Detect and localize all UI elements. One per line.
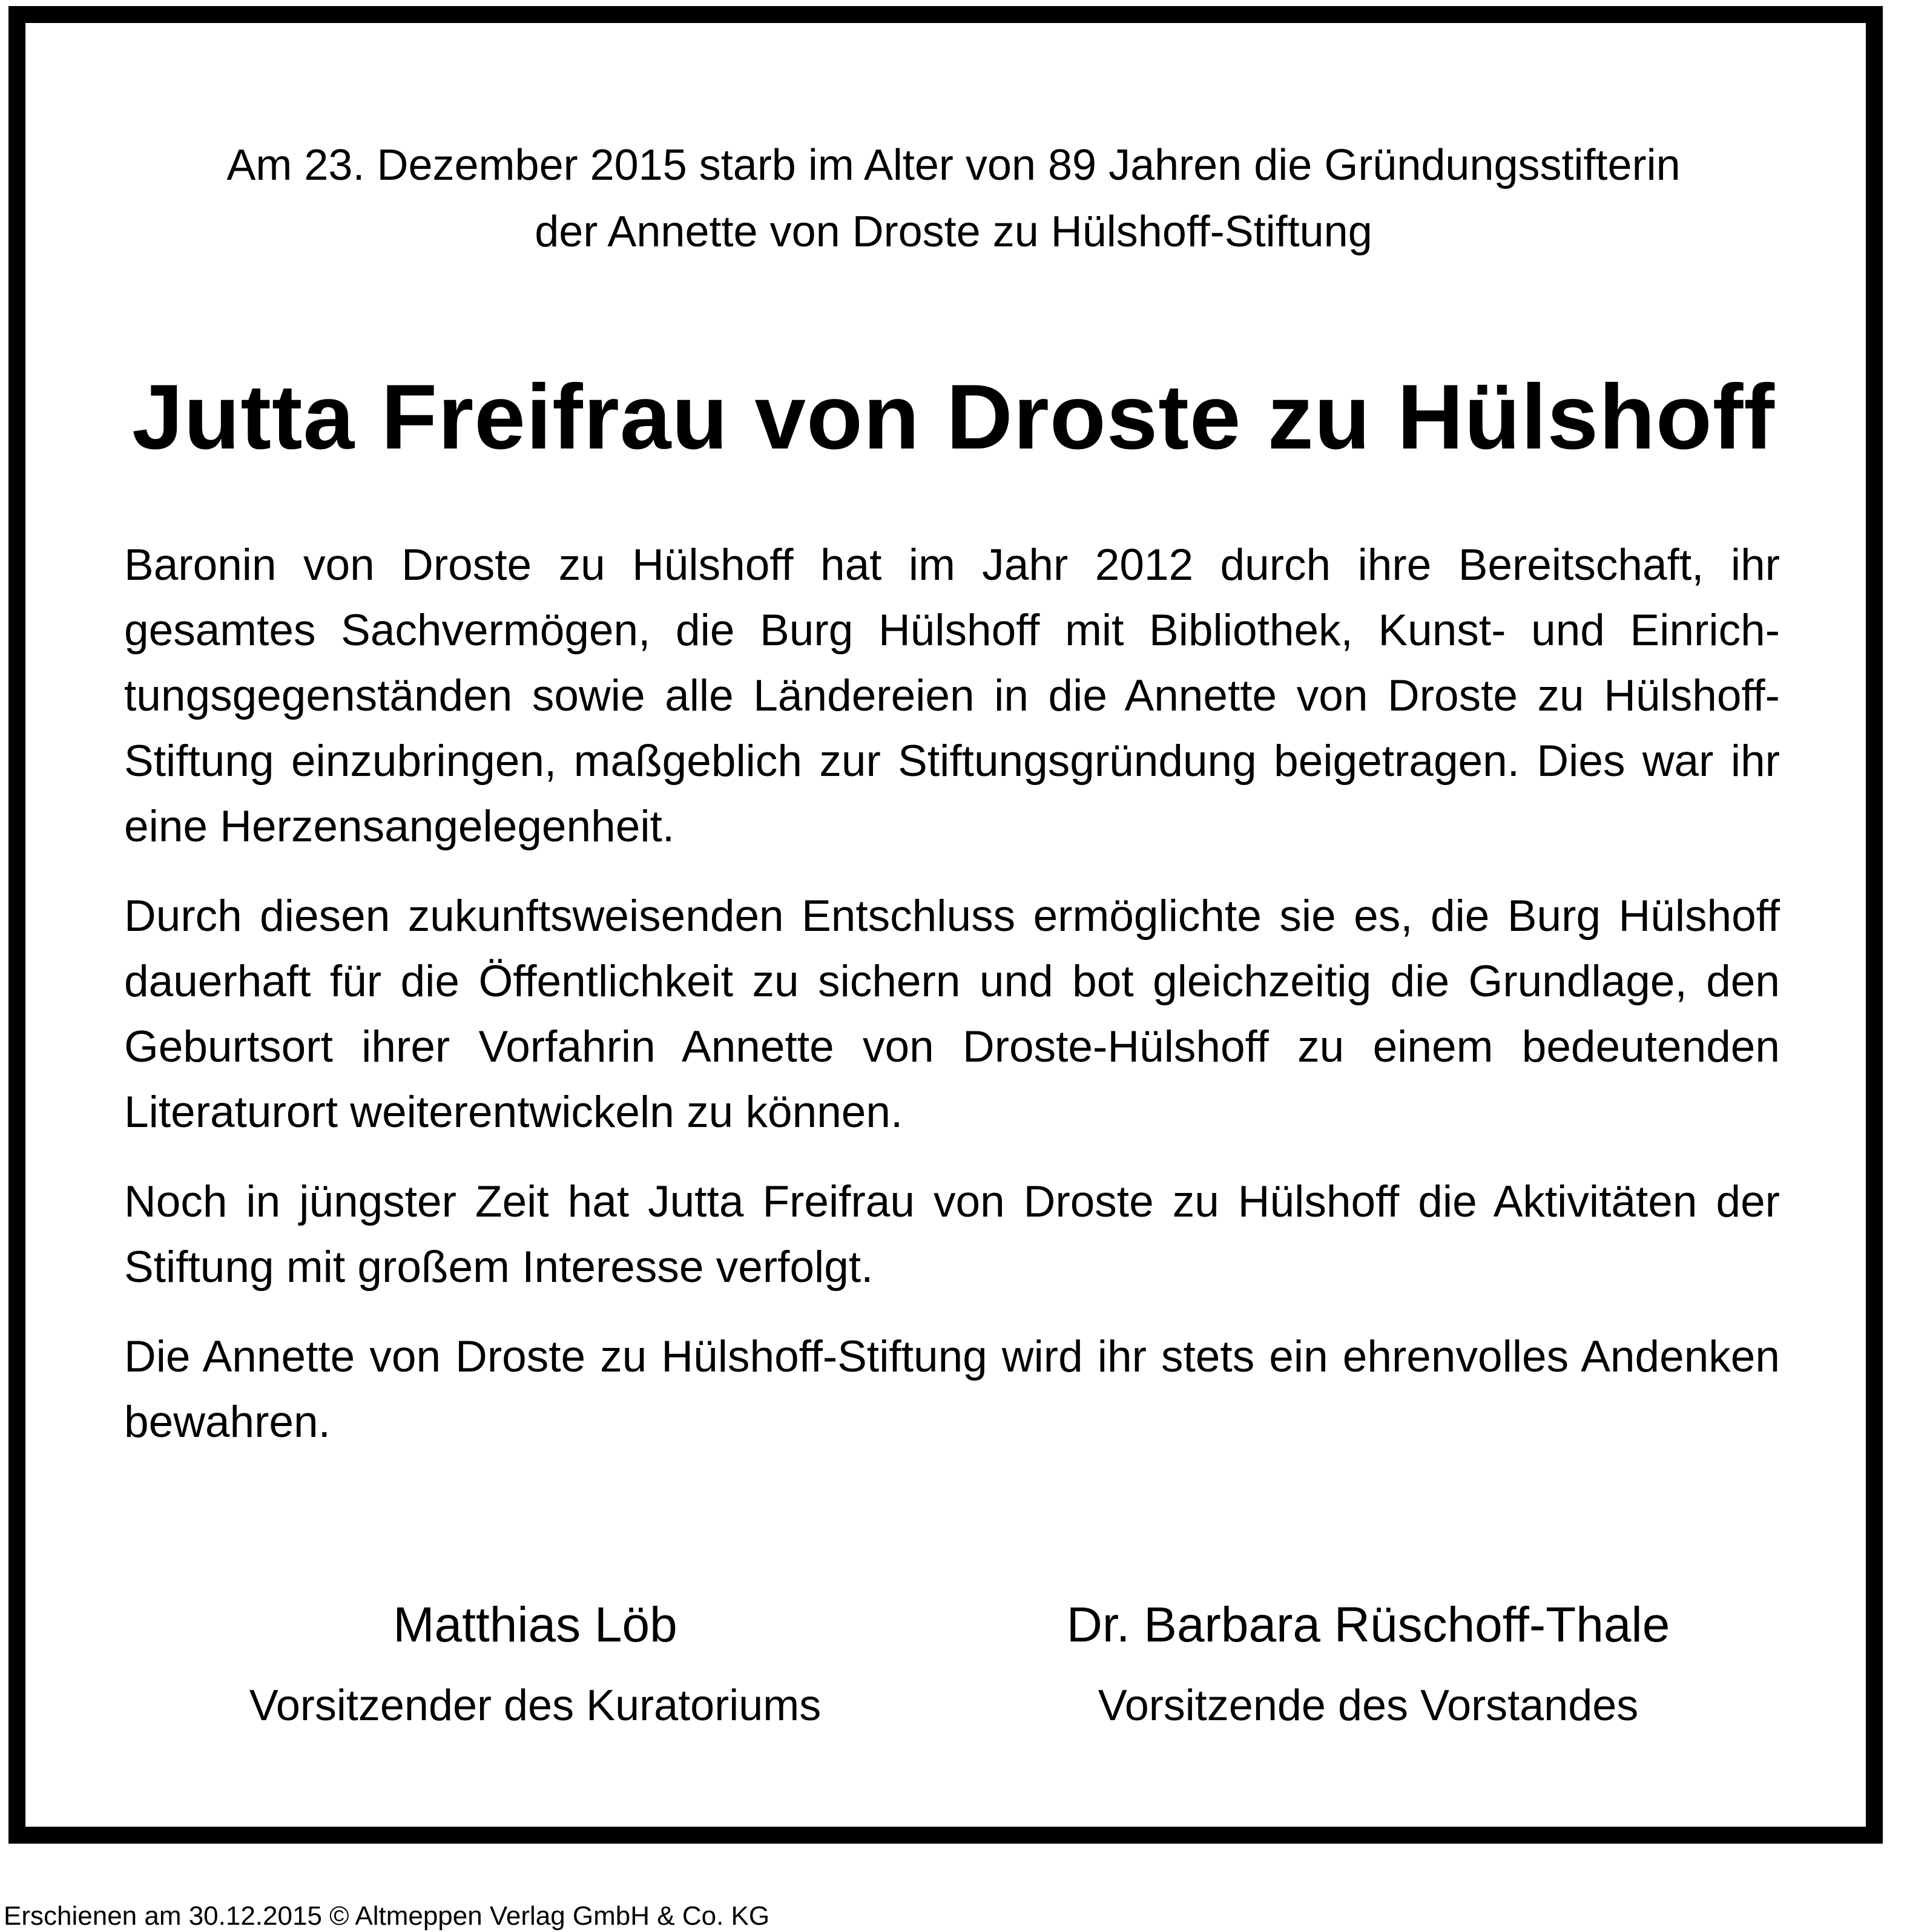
intro-line-1: Am 23. Dezember 2015 starb im Alter von 89 Jahren die Gründungsstifterin [226,141,1681,189]
signatory-name: Dr. Barbara Rüschoff-Thale [1066,1597,1670,1652]
signatory-role: Vorsitzender des Kuratoriums [249,1681,822,1730]
body-paragraph: Noch in jüngster Zeit hat Jutta Freifrau von Droste zu Hülshoff die Aktivitäten der Stiftung mit großem Interesse verfolgt. [124,1177,1780,1292]
signature-left [202,1589,868,1739]
body-paragraph: Die Annette von Droste zu Hülshoff-Stiftung wird ihr stets ein ehrenvolles Andenken bewahren. [124,1332,1780,1447]
publication-footer: Erschienen am 30.12.2015 © Altmeppen Verlag GmbH & Co. KG [4,1901,770,1931]
intro-line-2: der Annette von Droste zu Hülshoff-Stiftung [535,208,1372,256]
signature-right [1035,1589,1701,1739]
body-paragraph: Baronin von Droste zu Hülshoff hat im Jahr 2012 durch ihre Bereitschaft, ihr gesamtes Sachvermögen, die Burg Hülshoff mit Bibliothek, Kunst- und Einrichtungsgegenständen sowie alle Ländereien in die Annette von Droste zu Hülshoff-Stiftung einzubringen, maßgeblich zur Stiftungsgründung beigetragen. Dies war ihr eine Herzensangelegenheit. [124,540,1780,851]
body-paragraph: Durch diesen zukunftsweisenden Entschluss ermöglichte sie es, die Burg Hülshoff dauerhaft für die Öffentlichkeit zu sichern und bot gleichzeitig die Grundlage, den Geburtsort ihrer Vorfahrin Annette von Droste-Hülshoff zu einem bedeutenden Literaturort weiterentwickeln zu können. [124,892,1780,1137]
signatory-name: Matthias Löb [393,1597,677,1652]
signatory-role: Vorsitzende des Vorstandes [1098,1681,1639,1730]
intro-text [61,132,1846,265]
deceased-name: Jutta Freifrau von Droste zu Hülshoff [131,366,1776,468]
obituary-body [124,533,1780,1479]
